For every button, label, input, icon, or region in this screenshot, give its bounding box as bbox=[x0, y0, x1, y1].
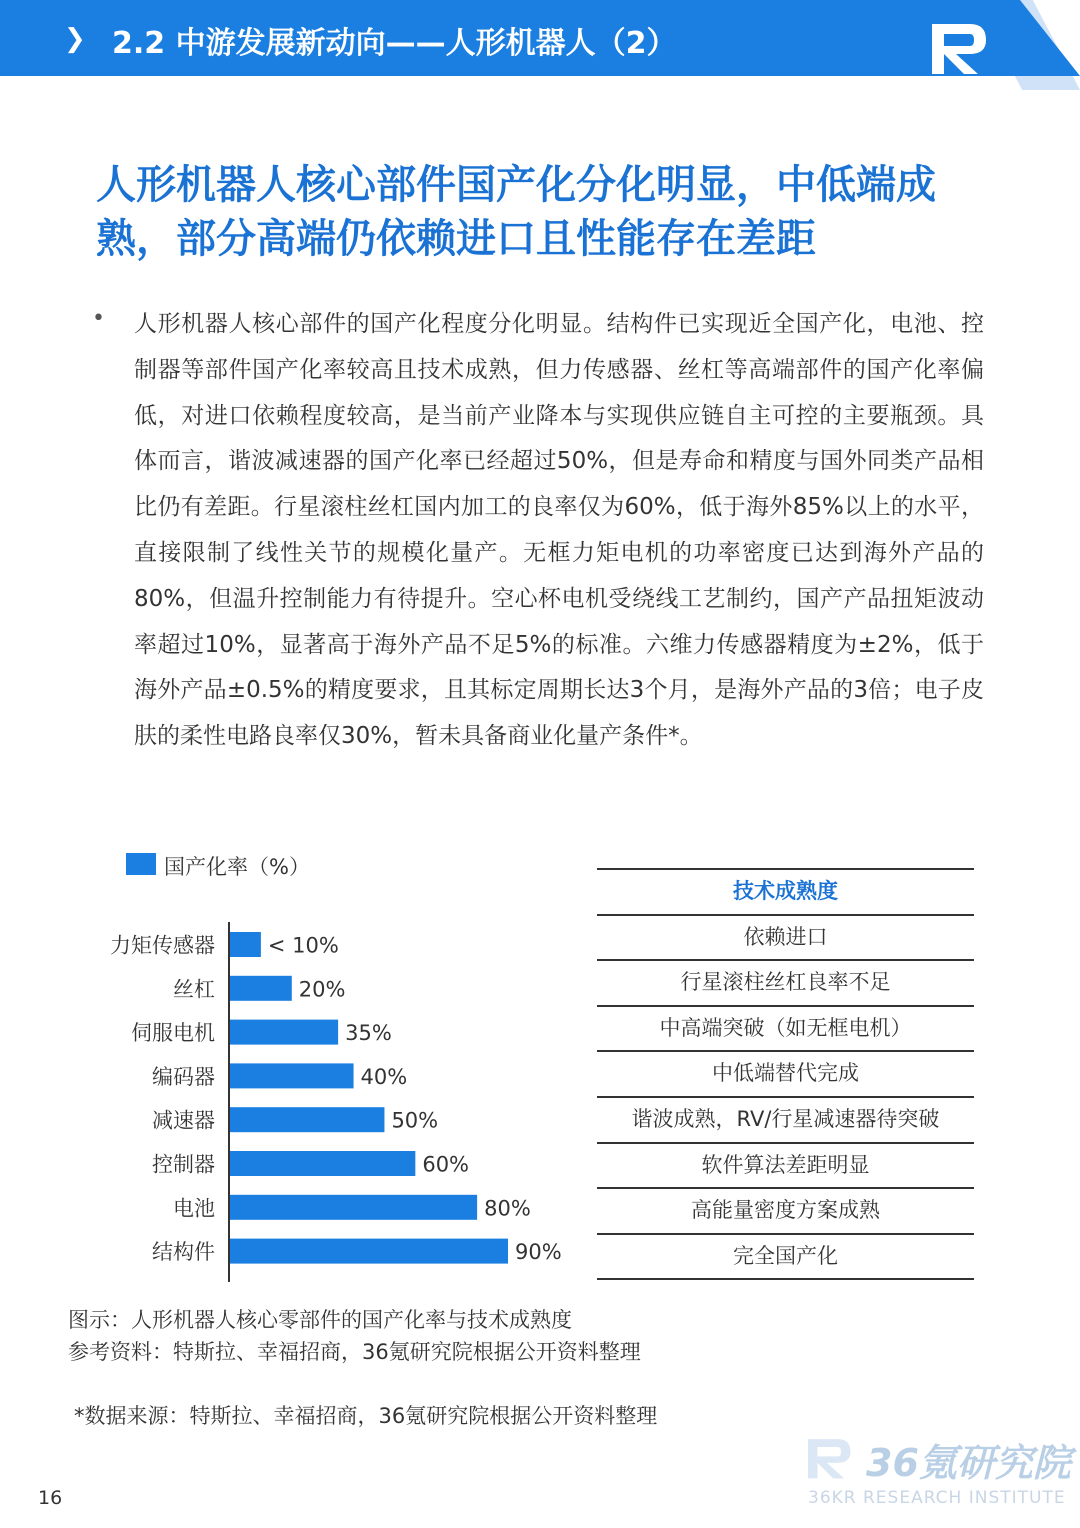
table-header: 技术成熟度 bbox=[733, 879, 838, 903]
bar bbox=[230, 1151, 415, 1176]
legend-swatch bbox=[126, 853, 156, 875]
header-banner bbox=[0, 0, 1080, 76]
category-label: 结构件 bbox=[152, 1240, 215, 1265]
value-label: 50% bbox=[391, 1108, 439, 1133]
table-row: 依赖进口 bbox=[743, 924, 828, 949]
bar bbox=[230, 1107, 384, 1132]
bar bbox=[230, 1239, 508, 1264]
category-label: 电池 bbox=[173, 1196, 215, 1221]
category-label: 减速器 bbox=[152, 1108, 215, 1133]
bar bbox=[230, 1195, 477, 1220]
table-row: 高能量密度方案成熟 bbox=[691, 1198, 880, 1223]
bullet-dot: • bbox=[92, 306, 105, 331]
table-row: 中高端突破（如无框电机） bbox=[659, 1015, 912, 1040]
value-label: 80% bbox=[484, 1196, 531, 1221]
table-row: 中低端替代完成 bbox=[712, 1061, 859, 1086]
category-label: 丝杠 bbox=[173, 977, 215, 1002]
page-title: 人形机器人核心部件国产化分化明显，中低端成熟，部分高端仍依赖进口且性能存在差距 bbox=[96, 162, 936, 262]
value-label: 40% bbox=[360, 1064, 408, 1089]
bar bbox=[230, 976, 292, 1001]
watermark-name: 36氪研究院 bbox=[866, 1441, 1071, 1485]
category-label: 伺服电机 bbox=[131, 1021, 215, 1046]
section-title: 2.2 中游发展新动向——人形机器人（2） bbox=[112, 26, 677, 61]
figure-caption bbox=[68, 1304, 641, 1368]
chevron-right-icon: ❯ bbox=[64, 24, 86, 54]
bar bbox=[230, 1063, 354, 1088]
brand-logo-icon bbox=[930, 20, 990, 76]
caption-source: 参考资料：特斯拉、幸福招商，36氪研究院根据公开资料整理 bbox=[68, 1340, 641, 1364]
caption-title: 图示：人形机器人核心零部件的国产化率与技术成熟度 bbox=[68, 1308, 572, 1332]
category-label: 编码器 bbox=[152, 1064, 215, 1089]
table-row: 谐波成熟，RV/行星减速器待突破 bbox=[631, 1107, 940, 1131]
body-paragraph: 人形机器人核心部件的国产化程度分化明显。结构件已实现近全国产化，电池、控制器等部件国产化率较高且技术成熟，但力传感器、丝杠等高端部件的国产化率偏低，对进口依赖程度较高，是当前产业降本与实现供应链自主可控的主要瓶颈。具体而言，谐波减速器的国产化率已经超过50%，但是寿命和精度与国外同类产品相比仍有差距。行星滚柱丝杠国内加工的良率仅为60%，低于海外85%以上的水平，直接限制了线性关节的规模化量产。无框力矩电机的功率密度已达到海外产品的80%，但温升控制能力有待提升。空心杯电机受绕线工艺制约，国产产品扭矩波动率超过10%，显著高于海外产品不足5%的标准。六维力传感器精度为±2%，低于海外产品±0.5%的精度要求，且其标定周期长达3个月，是海外产品的3倍；电子皮肤的柔性电路良率仅30%，暂未具备商业化量产条件*。 bbox=[134, 311, 984, 750]
page-number: 16 bbox=[38, 1487, 63, 1509]
legend-label: 国产化率（%） bbox=[164, 855, 310, 879]
bar-chart bbox=[60, 920, 580, 1282]
table-row: 软件算法差距明显 bbox=[701, 1152, 870, 1177]
table-row: 完全国产化 bbox=[733, 1243, 838, 1268]
watermark-logo-icon bbox=[806, 1436, 854, 1480]
value-label: 60% bbox=[422, 1152, 470, 1177]
watermark-subtitle: 36KR RESEARCH INSTITUTE bbox=[808, 1488, 1066, 1508]
bar bbox=[230, 1020, 338, 1045]
category-label: 控制器 bbox=[152, 1152, 215, 1177]
footnote: *数据来源：特斯拉、幸福招商，36氪研究院根据公开资料整理 bbox=[74, 1404, 658, 1428]
bar bbox=[230, 932, 261, 957]
category-label: 力矩传感器 bbox=[110, 933, 215, 958]
value-label: 35% bbox=[345, 1021, 392, 1046]
value-label: < 10% bbox=[267, 933, 339, 958]
value-label: 90% bbox=[515, 1240, 562, 1265]
table-row: 行星滚柱丝杠良率不足 bbox=[680, 970, 891, 995]
value-label: 20% bbox=[298, 977, 346, 1002]
